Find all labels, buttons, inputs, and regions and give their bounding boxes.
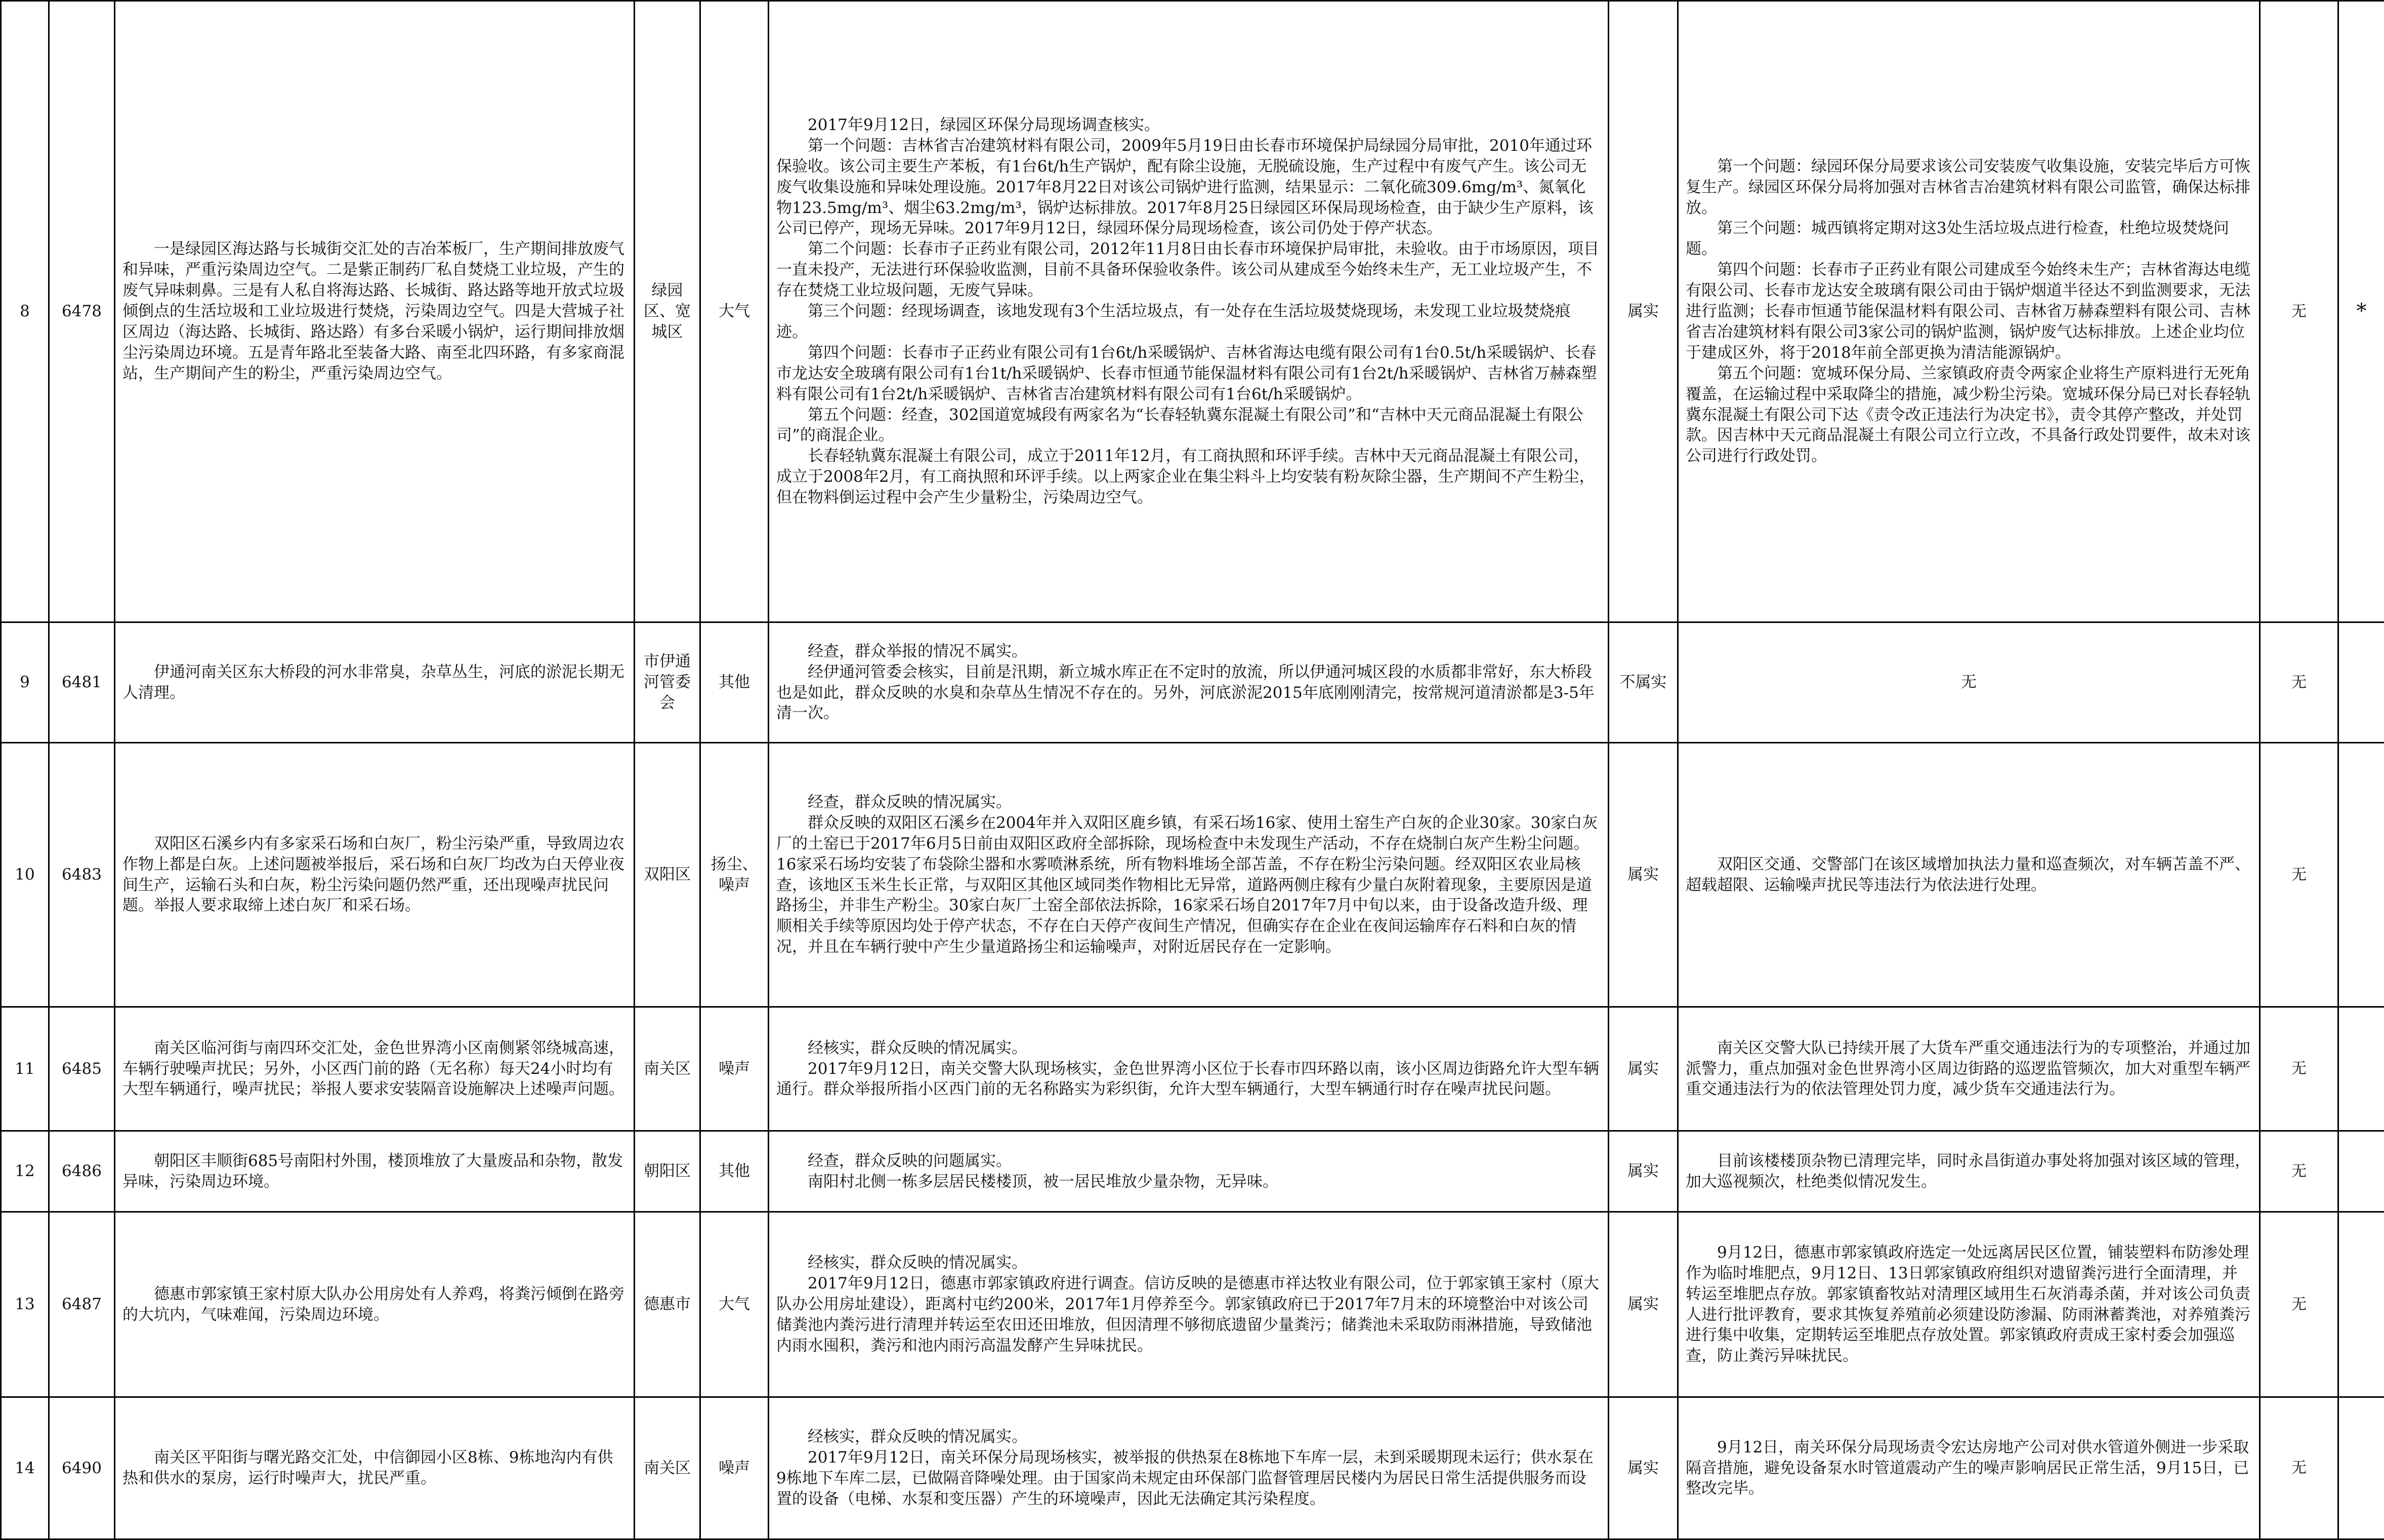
row-index: 9 <box>1 622 49 743</box>
investigation-result <box>769 622 1609 743</box>
handling-measures <box>1678 622 2260 743</box>
paragraph: 一是绿园区海达路与长城街交汇处的吉冶苯板厂，生产期间排放废气和异味，严重污染周边空气。二是紫正制药厂私自焚烧工业垃圾，产生的废气异味刺鼻。三是有人私自将海达路、长城街、路达路等地开放式垃圾倾倒点的生活垃圾和工业垃圾进行焚烧，污染周边空气。四是大营城子社区周边（海达路、长城街、路达路）有多台采暖小锅炉，运行期间排放烟尘污染周边环境。五是青年路北至装备大路、南至北四环路，有多家商混站，生产期间产生的粉尘，严重污染周边空气。 <box>122 239 626 384</box>
case-number: 6490 <box>49 1397 115 1539</box>
pollution-type: 大气 <box>700 1 769 622</box>
complaint-content <box>115 1131 635 1212</box>
pollution-type: 扬尘、噪声 <box>700 743 769 1007</box>
verification-status: 属实 <box>1609 1397 1678 1539</box>
handling-measures <box>1678 1397 2260 1539</box>
paragraph: 第二个问题：长春市子正药业有限公司，2012年11月8日由长春市环境保护局审批，未验收。由于市场原因，项目一直未投产，无法进行环保验收监测，目前不具备环保验收条件。该公司从建成至今始终未生产，无工业垃圾产生，不存在焚烧工业垃圾问题，无废气异味。 <box>776 239 1601 301</box>
case-number: 6485 <box>49 1007 115 1131</box>
pollution-type: 噪声 <box>700 1007 769 1131</box>
paragraph: 经核实，群众反映的情况属实。 <box>776 1038 1601 1059</box>
paragraph: 双阳区石溪乡内有多家采石场和白灰厂，粉尘污染严重，导致周边农作物上都是白灰。上述问题被举报后，采石场和白灰厂均改为白天停业夜间生产，运输石头和白灰，粉尘污染问题仍然严重，还出现噪声扰民问题。举报人要求取缔上述白灰厂和采石场。 <box>122 834 626 917</box>
verification-status: 属实 <box>1609 1007 1678 1131</box>
paragraph: 南关区平阳街与曙光路交汇处，中信御园小区8栋、9栋地沟内有供热和供水的泵房，运行时噪声大，扰民严重。 <box>122 1447 626 1489</box>
complaint-content <box>115 743 635 1007</box>
accountability: 无 <box>2260 743 2338 1007</box>
paragraph: 经查，群众反映的问题属实。 <box>776 1151 1601 1172</box>
administrative-area: 朝阳区 <box>635 1131 700 1212</box>
investigation-result <box>769 1212 1609 1397</box>
handling-measures <box>1678 1131 2260 1212</box>
handling-measures <box>1678 1212 2260 1397</box>
case-number: 6486 <box>49 1131 115 1212</box>
row-index: 8 <box>1 1 49 622</box>
investigation-result <box>769 1007 1609 1131</box>
pollution-type: 噪声 <box>700 1397 769 1539</box>
accountability: 无 <box>2260 1397 2338 1539</box>
complaint-content <box>115 622 635 743</box>
paragraph: 无 <box>1686 672 2252 693</box>
complaint-content <box>115 1 635 622</box>
administrative-area: 绿园区、宽城区 <box>635 1 700 622</box>
paragraph: 9月12日，德惠市郭家镇政府选定一处远离居民区位置，铺装塑料布防渗处理作为临时堆肥点，9月12日、13日郭家镇政府组织对遗留粪污进行全面清理，并转运至堆肥点存放。郭家镇畜牧站对清理区域用生石灰消毒杀菌，并对该公司负责人进行批评教育，要求其恢复养殖前必须建设防渗漏、防雨淋蓄粪池，对养殖粪污进行集中收集，定期转运至堆肥点存放处置。郭家镇政府责成王家村委会加强巡查，防止粪污异味扰民。 <box>1686 1242 2252 1366</box>
case-number: 6487 <box>49 1212 115 1397</box>
table-row <box>1 1 2384 622</box>
verification-status: 不属实 <box>1609 622 1678 743</box>
remark-mark <box>2338 743 2384 1007</box>
administrative-area: 双阳区 <box>635 743 700 1007</box>
paragraph: 经伊通河管委会核实，目前是汛期，新立城水库正在不定时的放流，所以伊通河城区段的水质都非常好，东大桥段也是如此，群众反映的水臭和杂草丛生情况不存在的。另外，河底淤泥2015年底刚刚清完，按常规河道清淤都是3-5年清一次。 <box>776 662 1601 724</box>
remark-mark <box>2338 1131 2384 1212</box>
complaint-content <box>115 1212 635 1397</box>
verification-status: 属实 <box>1609 743 1678 1007</box>
accountability: 无 <box>2260 1 2338 622</box>
paragraph: 第四个问题：长春市子正药业有限公司建成至今始终未生产；吉林省海达电缆有限公司、长春市龙达安全玻璃有限公司由于锅炉烟道半径达不到监测要求，无法进行监测；长春市恒通节能保温材料有限公司、吉林省万赫森塑料有限公司、吉林省吉冶建筑材料有限公司3家公司的锅炉监测，锅炉废气达标排放。上述企业均位于建成区外，将于2018年前全部更换为清洁能源锅炉。 <box>1686 260 2252 363</box>
row-index: 13 <box>1 1212 49 1397</box>
row-index: 12 <box>1 1131 49 1212</box>
accountability: 无 <box>2260 622 2338 743</box>
investigation-result <box>769 1131 1609 1212</box>
paragraph: 经核实，群众反映的情况属实。 <box>776 1427 1601 1447</box>
verification-status: 属实 <box>1609 1212 1678 1397</box>
paragraph: 2017年9月12日，德惠市郭家镇政府进行调查。信访反映的是德惠市祥达牧业有限公司，位于郭家镇王家村（原大队办公用房址建设），距离村屯约200米，2017年1月停养至今。郭家镇政府已于2017年7月末的环境整治中对该公司储粪池内粪污进行清理并转运至农田还田堆放，但因清理不够彻底遗留少量粪污；储粪池未采取防雨淋措施，导致储池内雨水囤积，粪污和池内雨污高温发酵产生异味扰民。 <box>776 1273 1601 1356</box>
remark-mark <box>2338 622 2384 743</box>
paragraph: 2017年9月12日，南关交警大队现场核实，金色世界湾小区位于长春市四环路以南，该小区周边街路允许大型车辆通行。群众举报所指小区西门前的无名称路实为彩织街，允许大型车辆通行，大型车辆通行时存在噪声扰民问题。 <box>776 1059 1601 1100</box>
row-index: 10 <box>1 743 49 1007</box>
paragraph: 第五个问题：宽城环保分局、兰家镇政府责令两家企业将生产原料进行无死角覆盖，在运输过程中采取降尘的措施，减少粉尘污染。宽城环保分局已对长春轻轨冀东混凝土有限公司下达《责令改正违法行为决定书》，责令其停产整改，并处罚款。因吉林中天元商品混凝土有限公司立行立改，不具备行政处罚要件，故未对该公司进行行政处罚。 <box>1686 363 2252 467</box>
administrative-area: 市伊通河管委会 <box>635 622 700 743</box>
administrative-area: 德惠市 <box>635 1212 700 1397</box>
accountability: 无 <box>2260 1131 2338 1212</box>
investigation-result <box>769 743 1609 1007</box>
paragraph: 第一个问题：绿园环保分局要求该公司安装废气收集设施，安装完毕后方可恢复生产。绿园区环保分局将加强对吉林省吉冶建筑材料有限公司监管，确保达标排放。 <box>1686 156 2252 219</box>
case-number: 6478 <box>49 1 115 622</box>
handling-measures <box>1678 743 2260 1007</box>
pollution-type: 其他 <box>700 1131 769 1212</box>
paragraph: 9月12日，南关环保分局现场责令宏达房地产公司对供水管道外侧进一步采取隔音措施，避免设备泵水时管道震动产生的噪声影响居民正常生活，9月15日，已整改完毕。 <box>1686 1437 2252 1500</box>
pollution-type: 大气 <box>700 1212 769 1397</box>
paragraph: 第三个问题：经现场调查，该地发现有3个生活垃圾点，有一处存在生活垃圾焚烧现场，未发现工业垃圾焚烧痕迹。 <box>776 301 1601 343</box>
paragraph: 双阳区交通、交警部门在该区域增加执法力量和巡查频次，对车辆苫盖不严、超载超限、运输噪声扰民等违法行为依法进行处理。 <box>1686 854 2252 896</box>
table-row <box>1 622 2384 743</box>
investigation-result <box>769 1397 1609 1539</box>
paragraph: 朝阳区丰顺街685号南阳村外围，楼顶堆放了大量废品和杂物，散发异味，污染周边环境。 <box>122 1151 626 1192</box>
row-index: 14 <box>1 1397 49 1539</box>
paragraph: 长春轻轨冀东混凝土有限公司，成立于2011年12月，有工商执照和环评手续。吉林中天元商品混凝土有限公司，成立于2008年2月，有工商执照和环评手续。以上两家企业在集尘料斗上均安装有粉灰除尘器，生产期间不产生粉尘，但在物料倒运过程中会产生少量粉尘，污染周边空气。 <box>776 446 1601 508</box>
paragraph: 目前该楼楼顶杂物已清理完毕，同时永昌街道办事处将加强对该区域的管理，加大巡视频次，杜绝类似情况发生。 <box>1686 1151 2252 1192</box>
paragraph: 南关区交警大队已持续开展了大货车严重交通违法行为的专项整治，并通过加派警力，重点加强对金色世界湾小区周边街路的巡逻监管频次，加大对重型车辆严重交通违法行为的依法管理处罚力度，减少货车交通违法行为。 <box>1686 1038 2252 1100</box>
paragraph: 南关区临河街与南四环交汇处，金色世界湾小区南侧紧邻绕城高速，车辆行驶噪声扰民；另外，小区西门前的路（无名称）每天24小时均有大型车辆通行，噪声扰民；举报人要求安装隔音设施解决上述噪声问题。 <box>122 1038 626 1100</box>
remark-mark <box>2338 1212 2384 1397</box>
investigation-result <box>769 1 1609 622</box>
table-row <box>1 1007 2384 1131</box>
table-row <box>1 1397 2384 1539</box>
paragraph: 经查，群众反映的情况属实。 <box>776 792 1601 813</box>
paragraph: 伊通河南关区东大桥段的河水非常臭，杂草丛生，河底的淤泥长期无人清理。 <box>122 662 626 703</box>
paragraph: 2017年9月12日，南关环保分局现场核实，被举报的供热泵在8栋地下车库一层，未到采暖期现未运行；供水泵在9栋地下车库二层，已做隔音降噪处理。由于国家尚未规定由环保部门监督管理居民楼内为居民日常生活提供服务而设置的设备（电梯、水泵和变压器）产生的环境噪声，因此无法确定其污染程度。 <box>776 1447 1601 1510</box>
table-row <box>1 743 2384 1007</box>
table-row <box>1 1212 2384 1397</box>
paragraph: 德惠市郭家镇王家村原大队办公用房处有人养鸡，将粪污倾倒在路旁的大坑内，气味难闻，污染周边环境。 <box>122 1284 626 1325</box>
paragraph: 群众反映的双阳区石溪乡在2004年并入双阳区鹿乡镇，有采石场16家、使用土窑生产白灰的企业30家。30家白灰厂的土窑已于2017年6月5日前由双阳区政府全部拆除，现场检查中未发现生产活动，不存在烧制白灰产生粉尘问题。16家采石场均安装了布袋除尘器和水雾喷淋系统，所有物料堆场全部苫盖，不存在粉尘污染问题。经双阳区农业局核查，该地区玉米生长正常，与双阳区其他区域同类作物相比无异常，道路两侧庄稼有少量白灰附着现象，主要原因是道路扬尘，并非生产粉尘。30家白灰厂土窑全部依法拆除，16家采石场自2017年7月中旬以来，由于设备改造升级、理顺相关手续等原因均处于停产状态，不存在白天停产夜间生产情况，但确实存在企业在夜间运输库存石料和白灰的情况，并且在车辆行驶中产生少量道路扬尘和运输噪声，对附近居民存在一定影响。 <box>776 813 1601 958</box>
case-number: 6481 <box>49 622 115 743</box>
administrative-area: 南关区 <box>635 1397 700 1539</box>
paragraph: 第一个问题：吉林省吉冶建筑材料有限公司，2009年5月19日由长春市环境保护局绿园分局审批，2010年通过环保验收。该公司主要生产苯板，有1台6t/h生产锅炉，配有除尘设施，无脱硫设施，生产过程中有废气产生。该公司无废气收集设施和异味处理设施。2017年8月22日对该公司锅炉进行监测，结果显示：二氧化硫309.6mg/m³、氮氧化物123.5mg/m³、烟尘63.2mg/m³，锅炉达标排放。2017年8月25日绿园区环保局现场检查，由于缺少生产原料，该公司已停产，现场无异味。2017年9月12日，绿园环保分局现场检查，该公司仍处于停产状态。 <box>776 136 1601 239</box>
paragraph: 南阳村北侧一栋多层居民楼楼顶，被一居民堆放少量杂物，无异味。 <box>776 1172 1601 1192</box>
handling-measures <box>1678 1 2260 622</box>
complaint-content <box>115 1007 635 1131</box>
paragraph: 经核实，群众反映的情况属实。 <box>776 1253 1601 1273</box>
pollution-type: 其他 <box>700 622 769 743</box>
verification-status: 属实 <box>1609 1131 1678 1212</box>
complaint-content <box>115 1397 635 1539</box>
paragraph: 第四个问题：长春市子正药业有限公司有1台6t/h采暖锅炉、吉林省海达电缆有限公司有1台0.5t/h采暖锅炉、长春市龙达安全玻璃有限公司有1台1t/h采暖锅炉、长春市恒通节能保温材料有限公司有1台2t/h采暖锅炉、吉林省万赫森塑料有限公司有1台2t/h采暖锅炉、吉林省吉冶建筑材料有限公司有1台6t/h采暖锅炉。 <box>776 343 1601 405</box>
paragraph: 第五个问题：经查，302国道宽城段有两家名为“长春轻轨冀东混凝土有限公司”和“吉林中天元商品混凝土有限公司”的商混企业。 <box>776 405 1601 446</box>
remark-mark: * <box>2338 1 2384 622</box>
accountability: 无 <box>2260 1007 2338 1131</box>
remark-mark <box>2338 1397 2384 1539</box>
administrative-area: 南关区 <box>635 1007 700 1131</box>
case-number: 6483 <box>49 743 115 1007</box>
table-row <box>1 1131 2384 1212</box>
paragraph: 经查，群众举报的情况不属实。 <box>776 641 1601 662</box>
row-index: 11 <box>1 1007 49 1131</box>
paragraph: 2017年9月12日，绿园区环保分局现场调查核实。 <box>776 115 1601 136</box>
remark-mark <box>2338 1007 2384 1131</box>
verification-status: 属实 <box>1609 1 1678 622</box>
accountability: 无 <box>2260 1212 2338 1397</box>
paragraph: 第三个问题：城西镇将定期对这3处生活垃圾点进行检查，杜绝垃圾焚烧问题。 <box>1686 218 2252 260</box>
handling-measures <box>1678 1007 2260 1131</box>
